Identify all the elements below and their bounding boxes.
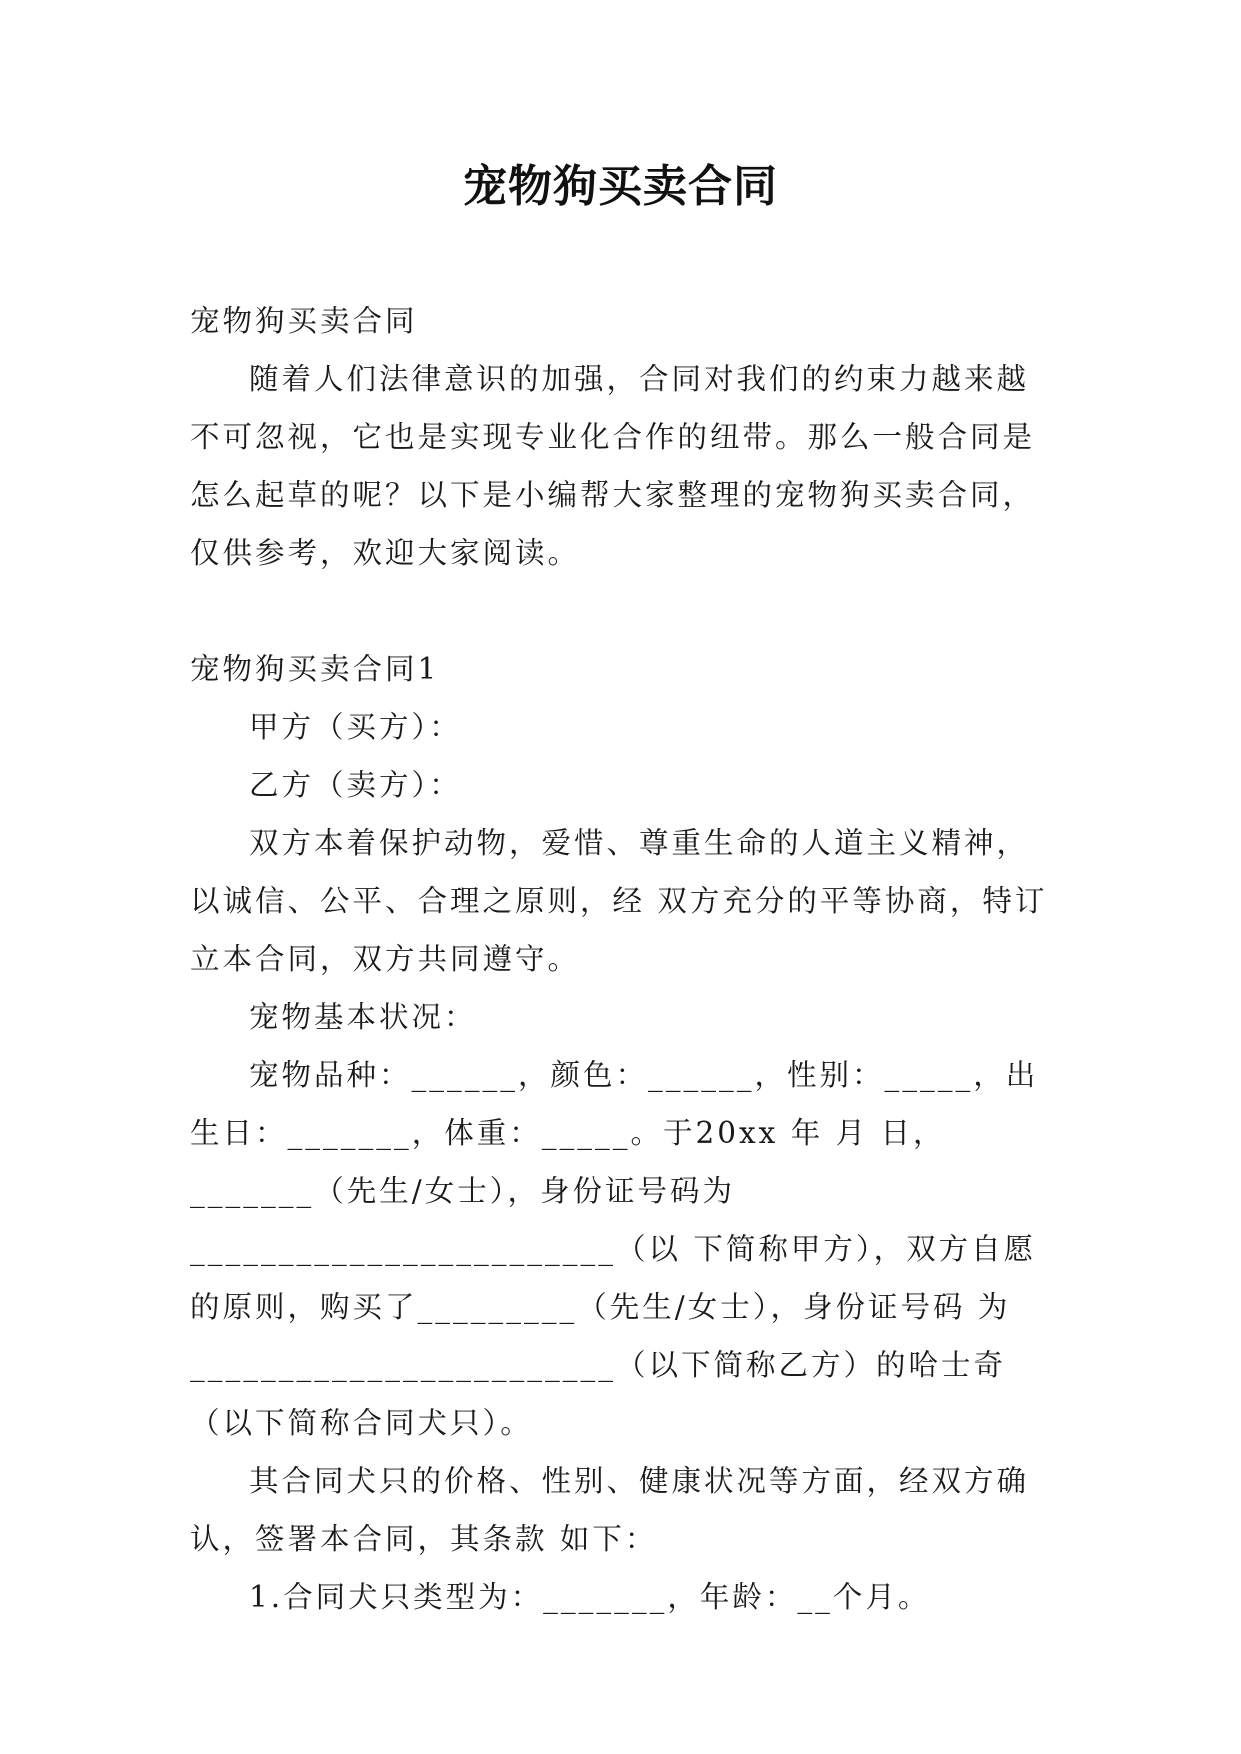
- party-b-line: 乙方（卖方）：: [249, 768, 462, 802]
- party-a-line: 甲方（买方）：: [249, 710, 462, 744]
- intro-heading: 宠物狗买卖合同: [190, 304, 418, 338]
- contract-heading: 宠物狗买卖合同1: [190, 652, 440, 686]
- intro-paragraph: 随着人们法律意识的加强，合同对我们的约束力越来越不可忽视，它也是实现专业化合作的纽带。那么一般合同是怎么起草的呢？以下是小编帮大家整理的宠物狗买卖合同，仅供参考，欢迎大家阅读。: [190, 362, 1036, 570]
- principle-paragraph: 双方本着保护动物，爱惜、尊重生命的人道主义精神，以诚信、公平、合理之原则，经 双方充分的平等协商，特订立本合同，双方共同遵守。: [190, 826, 1048, 976]
- clause-1: 1.合同犬只类型为：_______，年龄：__个月。: [249, 1580, 931, 1614]
- document-body: [190, 292, 1052, 1626]
- pet-status-heading: 宠物基本状况：: [249, 1000, 477, 1034]
- pet-details-paragraph: 宠物品种：______，颜色：______，性别：_____，出生日：_______，体重：_____。于20xx 年 月 日，_______（先生/女士），身份证号码为________________________（以 下简称甲方），双方自愿的原则，购买了_________（先生/女士），身份证号码 为________________________（以下简称乙方）的哈士奇（以下简称合同犬只）。: [190, 1058, 1039, 1440]
- terms-intro-paragraph: 其合同犬只的价格、性别、健康状况等方面，经双方确认，签署本合同，其条款 如下：: [190, 1464, 1030, 1556]
- paragraph-gap: [190, 582, 1052, 640]
- document-title: 宠物狗买卖合同: [463, 161, 778, 212]
